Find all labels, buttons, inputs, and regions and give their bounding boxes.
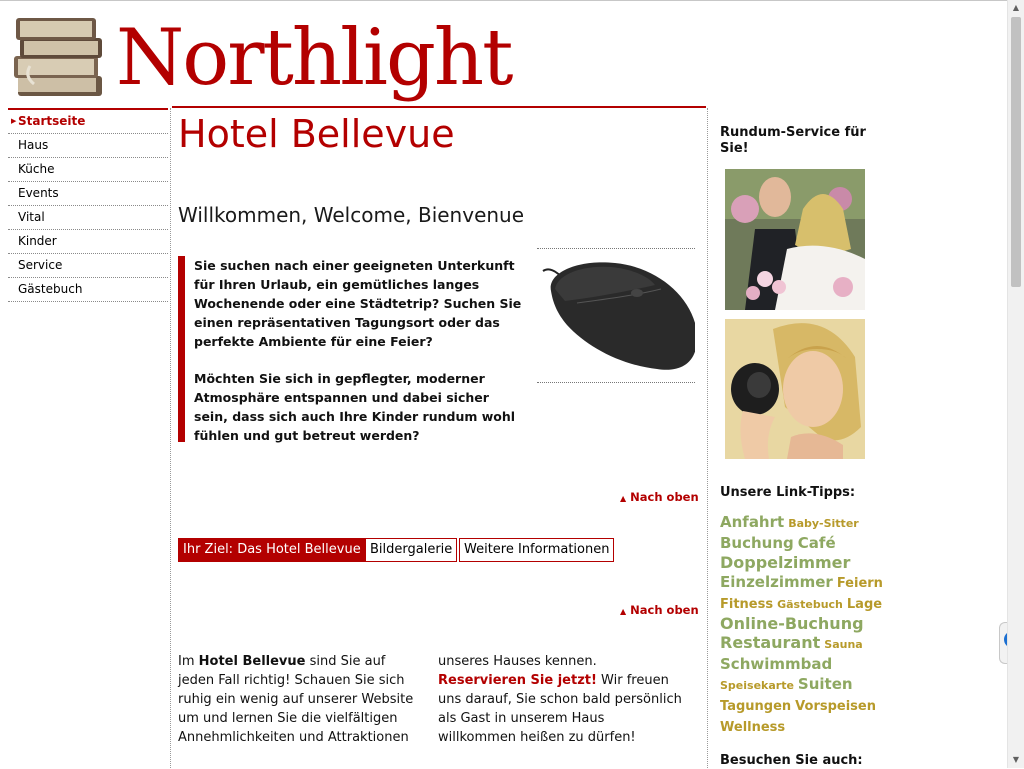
tag-link[interactable]: Sauna [824,638,863,651]
tag-link[interactable]: Anfahrt [720,513,785,531]
scrollbar-thumb[interactable] [1011,17,1021,287]
tag-link[interactable]: Doppelzimmer [720,553,851,572]
nav-item-label: Haus [18,138,49,152]
tag-link[interactable]: Feiern [836,576,883,591]
tag-link[interactable]: Wellness [720,720,786,735]
reserve-now-link[interactable]: Reservieren Sie jetzt! [438,673,597,688]
main-navigation [8,108,168,302]
body-text-column-1 [178,652,422,747]
tag-link[interactable]: Café [797,534,836,552]
link-tips-heading: Unsere Link-Tipps: [720,485,856,500]
caret-up-icon: ▲ [620,494,627,503]
nav-item-label: Events [18,186,59,200]
service-heading: Rundum-Service für Sie! [720,125,866,156]
intro-paragraph-2: Möchten Sie sich in gepflegter, moderner Atmosphäre entspannen und dabei sicher sein, dass sich auch Ihre Kinder rundum wohl fühlen und gut betreut werden? [194,371,516,443]
books-logo-icon[interactable] [12,14,108,102]
tag-link[interactable]: Schwimmbad [720,655,833,673]
content-divider-left [170,108,172,768]
content-top-rule [172,106,706,108]
nav-item-kueche[interactable] [8,158,168,182]
tag-link[interactable]: Online-Buchung [720,614,864,633]
scroll-up-arrow-icon[interactable]: ▲ [1012,3,1020,12]
welcome-heading: Willkommen, Welcome, Bienvenue [178,203,525,227]
tag-link[interactable]: Suiten [797,675,853,693]
caret-up-icon: ▲ [620,607,627,616]
nav-item-label: Startseite [18,114,86,128]
nav-item-vital[interactable] [8,206,168,230]
intro-paragraph-1: Sie suchen nach einer geeigneten Unterkunft für Ihren Urlaub, ein gemütliches langes Wochenende oder eine Städtetrip? Suchen Sie einen repräsentativen Tagungsort oder das perfekte Ambiente für eine Feier? [194,258,522,349]
tag-link[interactable]: Lage [846,597,883,612]
tag-link[interactable]: Fitness [720,597,774,612]
nav-item-startseite[interactable] [8,108,168,134]
nav-item-haus[interactable] [8,134,168,158]
woman-with-mirror-photo [725,319,865,459]
tag-link[interactable]: Vorspeisen [795,699,876,714]
computer-mouse-image [537,248,695,383]
intro-quote [178,256,524,442]
scroll-down-arrow-icon[interactable]: ▼ [1012,755,1020,764]
tag-link[interactable]: Restaurant [720,633,821,652]
nav-item-label: Service [18,258,63,272]
nav-item-events[interactable] [8,182,168,206]
nav-item-label: Kinder [18,234,57,248]
tag-link[interactable]: Speisekarte [720,679,794,692]
tab-weitere-informationen[interactable]: Weitere Informationen [459,538,614,562]
back-to-top-label: Nach oben [630,490,699,504]
top-border [0,0,1007,1]
tag-link[interactable]: Einzelzimmer [720,573,833,591]
vertical-scrollbar[interactable] [1007,0,1024,768]
nav-item-label: Küche [18,162,55,176]
arrow-right-icon: ▶ [11,117,17,125]
content-divider-right [707,108,709,768]
nav-item-label: Vital [18,210,45,224]
body-text: unseres Hauses kennen. [438,654,597,669]
nav-item-label: Gästebuch [18,282,83,296]
nav-item-service[interactable] [8,254,168,278]
tab-bildergalerie[interactable]: Bildergalerie [365,538,457,562]
tab-hotel-bellevue[interactable]: Ihr Ziel: Das Hotel Bellevue [178,538,366,562]
tag-link[interactable]: Baby-Sitter [788,517,859,530]
back-to-top-link[interactable] [620,490,699,504]
tag-cloud [720,512,883,737]
page-title: Hotel Bellevue [178,112,455,156]
back-to-top-label: Nach oben [630,603,699,617]
tag-link[interactable]: Buchung [720,534,794,552]
body-text: Wir freuen uns darauf, Sie schon bald persönlich als Gast in unserem Haus willkommen heißen zu dürfen! [438,673,682,745]
tag-link[interactable]: Gästebuch [777,598,843,611]
body-text: sind Sie auf jeden Fall richtig! Schauen Sie sich ruhig ein wenig auf unserer Website um und lernen Sie die vielfältigen Annehmlichkeiten und Attraktionen [178,654,414,745]
wedding-photo [725,169,865,310]
site-title[interactable]: Northlight [116,13,512,103]
body-text-column-2 [438,652,682,747]
hotel-name-emphasis: Hotel Bellevue [198,654,306,669]
nav-item-gaestebuch[interactable] [8,278,168,302]
nav-item-kinder[interactable] [8,230,168,254]
back-to-top-link[interactable] [620,603,699,617]
tag-link[interactable]: Tagungen [720,699,792,714]
body-text: Im [178,654,199,669]
visit-also-heading: Besuchen Sie auch: [720,753,863,768]
